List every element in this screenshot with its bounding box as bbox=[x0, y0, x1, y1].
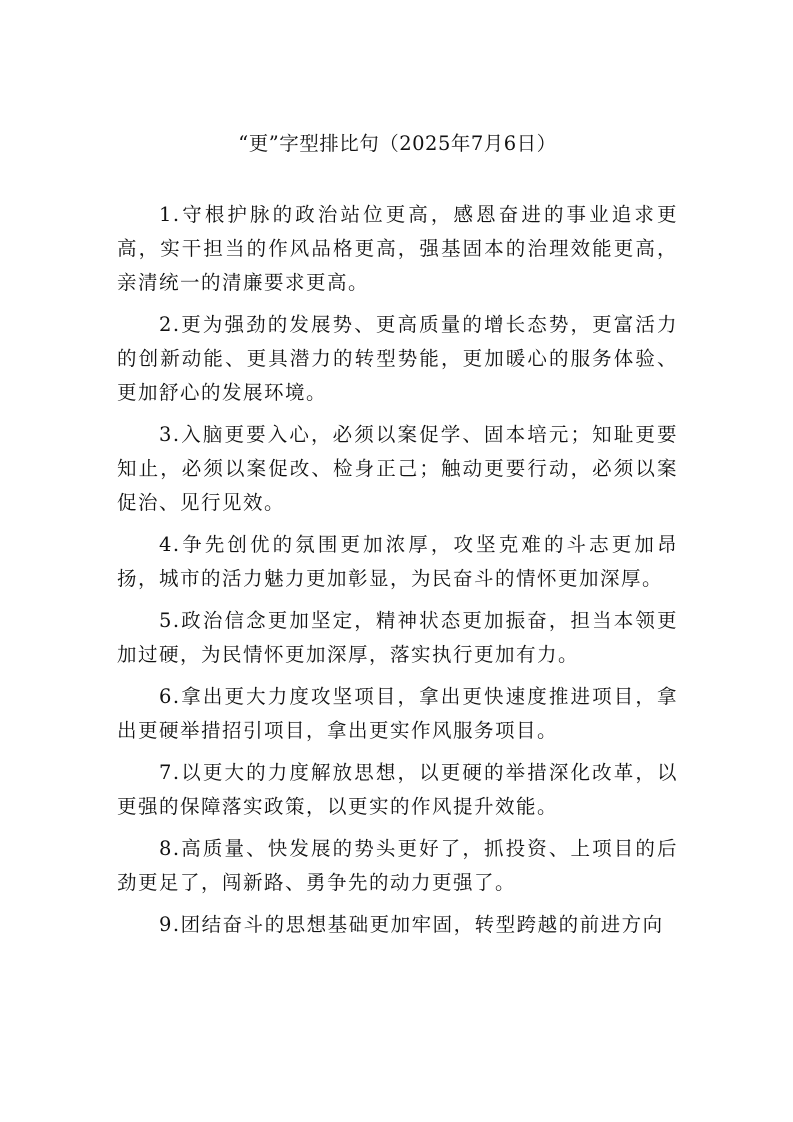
paragraph-9: 9.团结奋斗的思想基础更加牢固，转型跨越的前进方向 bbox=[159, 913, 664, 936]
paragraph-1: 1.守根护脉的政治站位更高，感恩奋进的事业追求更高，实干担当的作风品格更高，强基固本的治理效能更高，亲清统一的清廉要求更高。 bbox=[117, 203, 678, 294]
paragraph-2: 2.更为强劲的发展势、更高质量的增长态势，更富活力的创新动能、更具潜力的转型势能，更加暖心的服务体验、更加舒心的发展环境。 bbox=[117, 313, 678, 404]
paragraph-4: 4.争先创优的氛围更加浓厚，攻坚克难的斗志更加昂扬，城市的活力魅力更加彰显，为民奋斗的情怀更加深厚。 bbox=[117, 533, 678, 590]
paragraph-5: 5.政治信念更加坚定，精神状态更加振奋，担当本领更加过硬，为民情怀更加深厚，落实执行更加有力。 bbox=[117, 609, 678, 666]
document-title: “更”字型排比句（2025年7月6日） bbox=[238, 132, 557, 155]
paragraph-3: 3.入脑更要入心，必须以案促学、固本培元；知耻更要知止，必须以案促改、检身正己；触动更要行动，必须以案促治、见行见效。 bbox=[117, 423, 678, 514]
paragraph-8: 8.高质量、快发展的势头更好了，抓投资、上项目的后劲更足了，闯新路、勇争先的动力更强了。 bbox=[117, 837, 678, 894]
paragraph-7: 7.以更大的力度解放思想，以更硬的举措深化改革，以更强的保障落实政策，以更实的作风提升效能。 bbox=[117, 761, 678, 818]
paragraph-6: 6.拿出更大力度攻坚项目，拿出更快速度推进项目，拿出更硬举措招引项目，拿出更实作风服务项目。 bbox=[117, 685, 678, 742]
